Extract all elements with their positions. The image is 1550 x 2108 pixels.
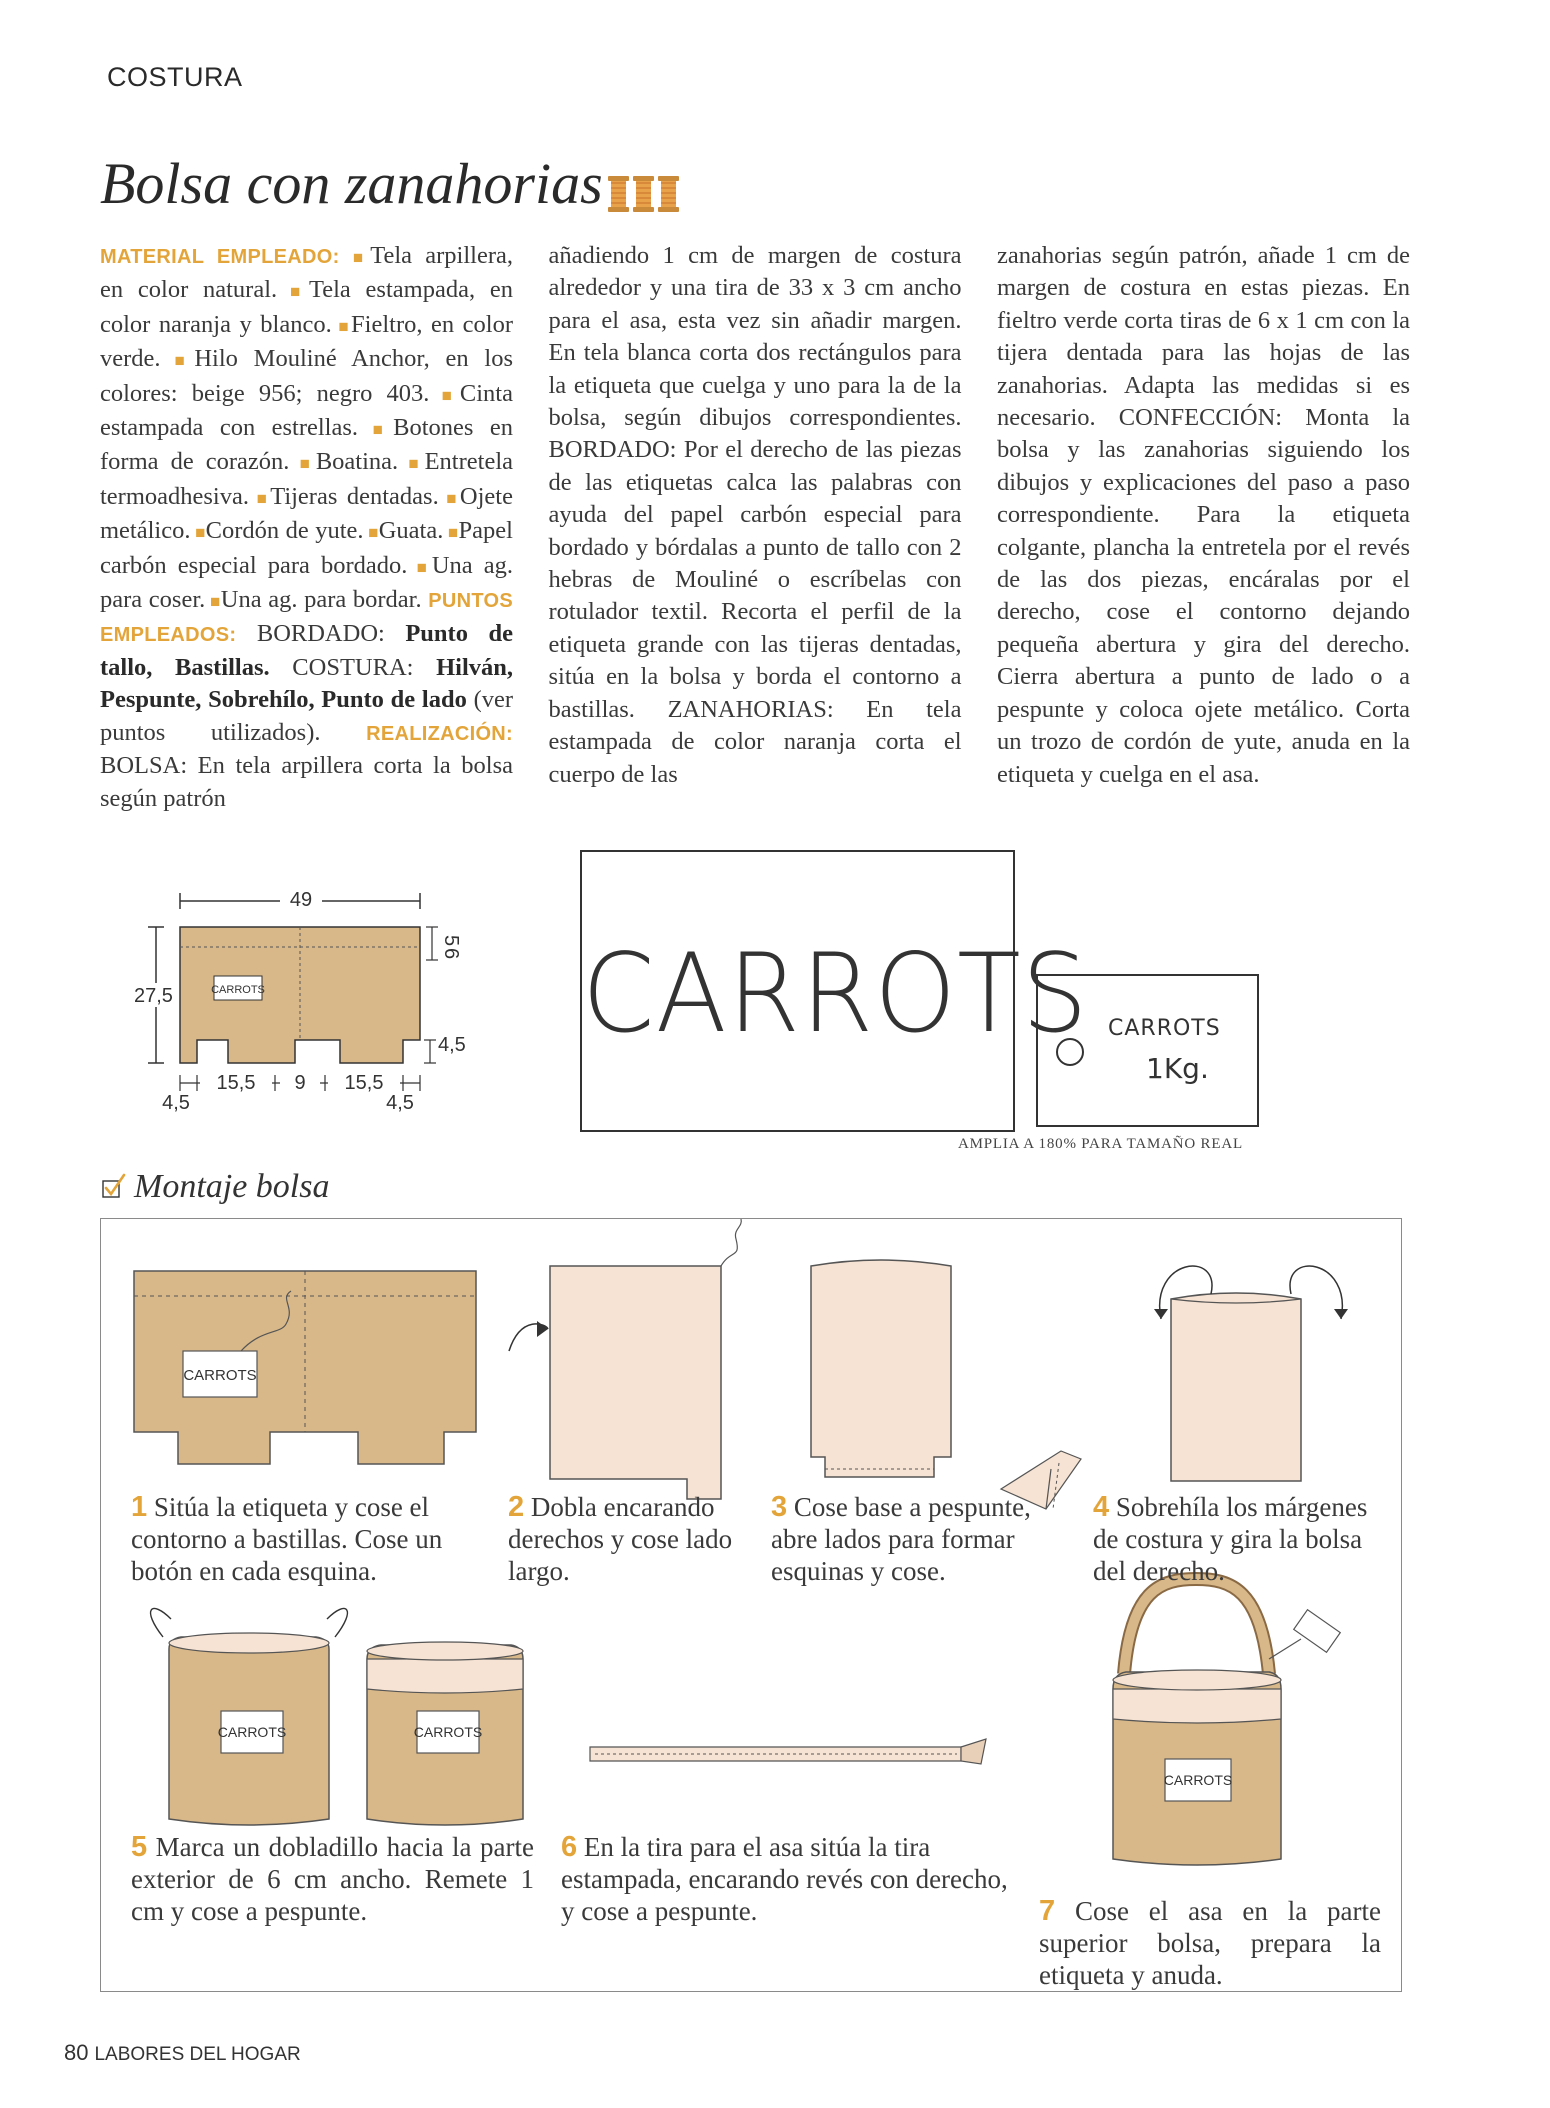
page-title: Bolsa con zanahorias [100,151,603,216]
column-3: zanahorias según patrón, añade 1 cm de margen de costura en estas piezas. En fieltro verde corta tiras de 6 x 1 cm con la tijera dentada para las hojas de las zanahorias. Adapta las medidas si es necesario. CONFECCIÓN: Monta la bolsa y las zanahorias siguiendo los dibujos y explicaciones del paso a paso correspondiente. Para la etiqueta colgante, plancha la entretela por el revés de las dos piezas, encáralas por el derecho, cose el contorno dejando pequeña abertura y gira del derecho. Cierra abertura a punto de lado o a pespunte y coloca ojete metálico. Corta un trozo de cordón de yute, anuda en la etiqueta y cuelga en el asa. [997,242,1410,788]
bullet-square-icon: ■ [277,282,309,302]
page-footer [64,2040,301,2066]
bullet-square-icon: ■ [352,248,371,267]
bullet-square-icon: ■ [249,488,271,508]
step7-tag-text: CARROTS [1163,1772,1233,1788]
dim-width: 49 [289,889,313,911]
puntos-bordado: Punto de tallo, Bastillas. [100,620,513,681]
material-item: Una ag. para coser. [100,551,513,614]
montaje-heading [100,1168,329,1206]
material-item: Tela estampada, en color naranja y blanco. [100,276,513,338]
dim-top-a: 5 [440,935,462,947]
column-1 [100,240,513,815]
section-label: COSTURA [107,62,243,92]
big-label-template [580,850,1089,1132]
material-item: Guata. [378,517,444,545]
step-5-illustration [151,1609,523,1825]
step-2-illustration [509,1219,741,1499]
bullet-square-icon: ■ [398,454,425,474]
page-number: 80 [64,2040,89,2065]
realizacion-heading: REALIZACIÓN: [366,722,513,745]
material-item: Entretela termoadhesiva. [100,448,513,510]
material-item: Hilo Mouliné Anchor, en los colores: beige 956; negro 403. [100,345,513,407]
material-item: Fieltro, en color verde. [100,310,514,373]
material-item: Una ag. para bordar. [220,586,422,614]
step-6: 6 En la tira para el asa sitúa la tira estampada, encarando revés con derecho, y cose a pespunte. [561,1831,1008,1926]
puntos-costura-label: COSTURA: [292,653,414,681]
puntos-note: (ver puntos utilizados). [100,686,514,746]
bullet-square-icon: ■ [289,454,316,474]
spool-icon [658,176,679,212]
bullet-square-icon: ■ [190,523,206,543]
mini-label-text: CARROTS [211,984,265,996]
steps-box [100,1218,1402,1992]
bullet-square-icon: ■ [363,523,379,543]
article-body [100,240,1410,815]
material-heading: MATERIAL EMPLEADO: [100,246,340,268]
dim-top-b: 6 [440,948,462,960]
puntos-heading: PUNTOS EMPLEADOS: [100,590,513,647]
bullet-square-icon: ■ [160,351,195,371]
step5-tag-a: CARROTS [217,1724,287,1740]
hang-tag-template [1036,974,1259,1127]
materials-list [100,242,513,613]
dim-edge-right: 4,5 [386,1092,414,1114]
step-2: 2 Dobla encarando derechos y cose lado largo. [508,1491,733,1586]
realizacion-text: BOLSA: En tela arpillera corta la bolsa según patrón [100,752,513,812]
step-5: 5 Marca un dobladillo hacia la parte exterior de 6 cm ancho. Remete 1 cm y cose a pespunte. [131,1831,535,1926]
publication-name: LABORES DEL HOGAR [94,2044,301,2065]
spool-icon [608,176,629,212]
puntos-bordado-label: BORDADO: [256,620,385,648]
material-item: Ojete metálico. [100,482,513,545]
hang-tag-line1: CARROTS [1108,1016,1221,1041]
hang-tag-line2: 1Kg. [1146,1052,1209,1085]
material-item: Botones en forma de corazón. [100,414,513,476]
step-1-illustration [134,1271,476,1464]
puntos-costura: Hilván, Pespunte, Sobrehílo, Punto de lado [100,653,514,714]
bullet-square-icon: ■ [331,316,352,336]
bullet-square-icon: ■ [205,592,221,612]
material-item: Boatina. [315,448,399,476]
material-item: Tela arpillera, en color natural. [100,242,513,304]
big-label-text: CARROTS [582,928,1089,1058]
difficulty-spools-icon [608,176,679,212]
step1-tag-text: CARROTS [183,1367,257,1384]
dim-seg-b: 9 [294,1072,306,1094]
step5-tag-b: CARROTS [413,1724,483,1740]
scale-note: AMPLIA A 180% PARA TAMAÑO REAL [958,1136,1243,1152]
step-4: 4 Sobrehíla los márgenes de costura y gira la bolsa del derecho. [1093,1491,1368,1586]
step-4-illustration [1154,1266,1348,1481]
spool-icon [633,176,654,212]
bullet-square-icon: ■ [429,385,460,405]
bag-pattern-diagram [120,885,466,1115]
step-7: 7 Cose el asa en la parte superior bolsa, prepara la etiqueta y anuda. [1039,1895,1381,1990]
step-3: 3 Cose base a pespunte, abre lados para formar esquinas y cose. [771,1491,1031,1586]
dim-seg-c: 15,5 [344,1072,384,1094]
material-item: Tijeras dentadas. [270,482,439,510]
step-3-illustration [811,1260,1081,1509]
step-1: 1 Sitúa la etiqueta y cose el contorno a bastillas. Cose un botón en cada esquina. [131,1491,443,1586]
bullet-square-icon: ■ [438,488,460,508]
column-2: añadiendo 1 cm de margen de costura alrededor y una tira de 33 x 3 cm ancho para el asa, esta vez sin añadir margen. En tela blanca corta dos rectángulos para la etiqueta que cuelga y uno para la de la bolsa, según dibujos correspondientes. BORDADO: Por el derecho de las piezas de las etiquetas calca las palabras con ayuda del papel carbón especial para bordado y bórdalas a punto de tallo con 2 hebras de Mouliné o escríbelas con rotulador textil. Recorta el perfil de la etiqueta grande con las tijeras dentadas, sitúa en la bolsa y borda el contorno a bastillas. ZANAHORIAS: En tela estampada de color naranja corta el cuerpo de las [548,242,962,788]
dim-edge-left: 4,5 [162,1092,190,1114]
step-7-illustration [1113,1579,1340,1865]
montaje-title: Montaje bolsa [134,1168,330,1205]
dim-seg-a: 15,5 [216,1072,256,1094]
checkmark-icon [100,1173,128,1201]
dim-notch: 4,5 [438,1034,466,1056]
bullet-square-icon: ■ [407,557,432,577]
dim-height: 27,5 [134,985,173,1007]
material-item: Papel carbón especial para bordado. [100,517,513,579]
eyelet-hole-icon [1056,1038,1084,1066]
step-6-illustration [590,1739,986,1764]
bullet-square-icon: ■ [443,523,459,543]
material-item: Cinta estampada con estrellas. [100,379,513,442]
material-item: Cordón de yute. [205,517,364,545]
bullet-square-icon: ■ [358,420,394,440]
